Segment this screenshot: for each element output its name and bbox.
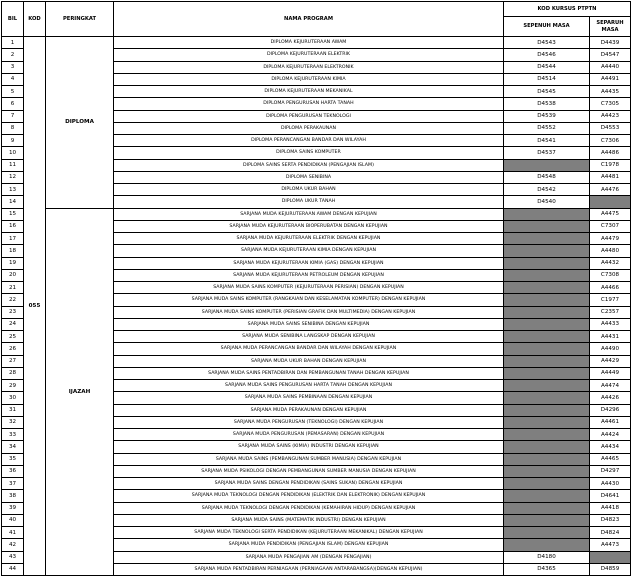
row-number: 33	[2, 429, 24, 441]
separuh-masa-code: C1977	[590, 294, 631, 306]
table-body	[2, 37, 631, 576]
separuh-masa-code: D4641	[590, 490, 631, 502]
row-number: 43	[2, 551, 24, 563]
programme-name: SARJANA MUDA PENTADBIRAN PERNIAGAAN (PERNIAGAAN ANTARABANGSA)(DENGAN KEPUJIAN)	[114, 563, 504, 575]
sepenuh-masa-code	[504, 343, 590, 355]
row-number: 39	[2, 502, 24, 514]
sepenuh-masa-code: D4548	[504, 171, 590, 183]
separuh-masa-code: D4553	[590, 122, 631, 134]
sepenuh-masa-code	[504, 478, 590, 490]
row-number: 6	[2, 98, 24, 110]
programme-name: DIPLOMA SENIBINA	[114, 171, 504, 183]
sepenuh-masa-code	[504, 294, 590, 306]
separuh-masa-code: D4823	[590, 514, 631, 526]
separuh-masa-code	[590, 551, 631, 563]
programme-name: SARJANA MUDA KEJURUTERAAN BIOPERUBATAN DENGAN KEPUJIAN	[114, 220, 504, 232]
row-number: 34	[2, 441, 24, 453]
row-number: 14	[2, 196, 24, 208]
programme-name: SARJANA MUDA SAINS SENIBINA DENGAN KEPUJIAN	[114, 318, 504, 330]
row-number: 9	[2, 135, 24, 147]
header-bil: BIL	[2, 2, 24, 37]
programme-name: DIPLOMA UKUR TANAH	[114, 196, 504, 208]
separuh-masa-code: A4449	[590, 367, 631, 379]
separuh-masa-code: A4474	[590, 380, 631, 392]
programme-name: SARJANA MUDA UKUR BAHAN DENGAN KEPUJIAN	[114, 355, 504, 367]
row-number: 11	[2, 159, 24, 171]
row-number: 19	[2, 257, 24, 269]
programme-table	[1, 1, 631, 576]
row-number: 23	[2, 306, 24, 318]
sepenuh-masa-code: D4541	[504, 135, 590, 147]
programme-name: SARJANA MUDA PERAKAUNAN DENGAN KEPUJIAN	[114, 404, 504, 416]
programme-name: SARJANA MUDA KEJURUTERAAN KIMIA DENGAN KEPUJIAN	[114, 245, 504, 257]
sepenuh-masa-code	[504, 355, 590, 367]
separuh-masa-code: D4296	[590, 404, 631, 416]
sepenuh-masa-code: D4545	[504, 86, 590, 98]
programme-name: SARJANA MUDA SAINS KOMPUTER (PERISIAN GRAFIK DAN MULTIMEDIA) DENGAN KEPUJIAN	[114, 306, 504, 318]
sepenuh-masa-code	[504, 392, 590, 404]
programme-name: SARJANA MUDA PENGURUSAN (PEMASARAN) DENGAN KEPUJIAN	[114, 429, 504, 441]
programme-name: SARJANA MUDA SENIBINA LANGSKAP DENGAN KEPUJIAN	[114, 331, 504, 343]
sepenuh-masa-code	[504, 220, 590, 232]
sepenuh-masa-code	[504, 539, 590, 551]
sepenuh-masa-code	[504, 429, 590, 441]
programme-name: DIPLOMA PERANCANGAN BANDAR DAN WILAYAH	[114, 135, 504, 147]
row-number: 18	[2, 245, 24, 257]
sepenuh-masa-code	[504, 465, 590, 477]
header-kod: KOD	[24, 2, 46, 37]
row-number: 17	[2, 233, 24, 245]
programme-name: SARJANA MUDA SAINS (MATEMATIK INDUSTRI) DENGAN KEPUJIAN	[114, 514, 504, 526]
separuh-masa-code: A4466	[590, 282, 631, 294]
sepenuh-masa-code	[504, 245, 590, 257]
programme-name: SARJANA MUDA PENDIDIKAN (PENGAJIAN ISLAM) DENGAN KEPUJIAN	[114, 539, 504, 551]
programme-name: DIPLOMA PENGURUSAN HARTA TANAH	[114, 98, 504, 110]
sepenuh-masa-code	[504, 367, 590, 379]
separuh-masa-code: A4434	[590, 441, 631, 453]
separuh-masa-code: A4475	[590, 208, 631, 220]
separuh-masa-code: A4435	[590, 86, 631, 98]
row-number: 7	[2, 110, 24, 122]
programme-name: SARJANA MUDA PENGURUSAN (TEKNOLOGI) DENGAN KEPUJIAN	[114, 416, 504, 428]
sepenuh-masa-code	[504, 441, 590, 453]
sepenuh-masa-code: D4546	[504, 49, 590, 61]
separuh-masa-code: A4432	[590, 257, 631, 269]
row-number: 30	[2, 392, 24, 404]
sepenuh-masa-code: D4539	[504, 110, 590, 122]
separuh-masa-code: A4424	[590, 429, 631, 441]
sepenuh-masa-code	[504, 282, 590, 294]
row-number: 10	[2, 147, 24, 159]
separuh-masa-code: A4429	[590, 355, 631, 367]
sepenuh-masa-code	[504, 490, 590, 502]
row-number: 15	[2, 208, 24, 220]
header-row	[2, 2, 631, 17]
sepenuh-masa-code: D4538	[504, 98, 590, 110]
row-number: 28	[2, 367, 24, 379]
sepenuh-masa-code	[504, 159, 590, 171]
separuh-masa-code: A4426	[590, 392, 631, 404]
sepenuh-masa-code: D4540	[504, 196, 590, 208]
row-number: 12	[2, 171, 24, 183]
sepenuh-masa-code: D4180	[504, 551, 590, 563]
sepenuh-masa-code: D4552	[504, 122, 590, 134]
programme-name: SARJANA MUDA SAINS PENTADBIRAN DAN PEMBANGUNAN TANAH DENGAN KEPUJIAN	[114, 367, 504, 379]
programme-name: SARJANA MUDA SAINS PENGURUSAN HARTA TANAH DENGAN KEPUJIAN	[114, 380, 504, 392]
separuh-masa-code: D4547	[590, 49, 631, 61]
sepenuh-masa-code	[504, 306, 590, 318]
row-number: 26	[2, 343, 24, 355]
separuh-masa-code: A4461	[590, 416, 631, 428]
row-number: 27	[2, 355, 24, 367]
separuh-masa-code: C7307	[590, 220, 631, 232]
programme-name: SARJANA MUDA SAINS (KIMIA) INDUSTRI DENGAN KEPUJIAN	[114, 441, 504, 453]
programme-name: DIPLOMA KEJURUTERAAN ELEKTRIK	[114, 49, 504, 61]
sepenuh-masa-code	[504, 257, 590, 269]
sepenuh-masa-code	[504, 380, 590, 392]
separuh-masa-code: C7306	[590, 135, 631, 147]
programme-name: DIPLOMA PENGURUSAN TEKNOLOGI	[114, 110, 504, 122]
sepenuh-masa-code	[504, 233, 590, 245]
sepenuh-masa-code: D4537	[504, 147, 590, 159]
separuh-masa-code: A4486	[590, 147, 631, 159]
separuh-masa-code: A4430	[590, 478, 631, 490]
sepenuh-masa-code	[504, 331, 590, 343]
row-number: 25	[2, 331, 24, 343]
row-number: 1	[2, 37, 24, 49]
peringkat-cell: DIPLOMA	[46, 37, 114, 209]
separuh-masa-code	[590, 196, 631, 208]
row-number: 5	[2, 86, 24, 98]
separuh-masa-code: A4476	[590, 184, 631, 196]
programme-name: DIPLOMA KEJURUTERAAN ELEKTRONIK	[114, 61, 504, 73]
header-kod-kursus: KOD KURSUS PTPTN	[504, 2, 631, 17]
programme-name: SARJANA MUDA PSIKOLOGI DENGAN PEMBANGUNAN SUMBER MANUSIA DENGAN KEPUJIAN	[114, 465, 504, 477]
row-number: 8	[2, 122, 24, 134]
row-number: 37	[2, 478, 24, 490]
row-number: 29	[2, 380, 24, 392]
row-number: 22	[2, 294, 24, 306]
sepenuh-masa-code: D4542	[504, 184, 590, 196]
row-number: 2	[2, 49, 24, 61]
row-number: 16	[2, 220, 24, 232]
separuh-masa-code: D4297	[590, 465, 631, 477]
peringkat-cell: IJAZAH	[46, 208, 114, 576]
separuh-masa-code: A4465	[590, 453, 631, 465]
programme-name: SARJANA MUDA TEKNOLOGI SERTA PENDIDIKAN (KEJURUTERAAN MEKANIKAL) DENGAN KEPUJIAN	[114, 527, 504, 539]
programme-name: SARJANA MUDA KEJURUTERAAN ELEKTRIK DENGAN KEPUJIAN	[114, 233, 504, 245]
header-peringkat: PERINGKAT	[46, 2, 114, 37]
separuh-masa-code: A4433	[590, 318, 631, 330]
row-number: 40	[2, 514, 24, 526]
sepenuh-masa-code	[504, 514, 590, 526]
programme-name: DIPLOMA UKUR BAHAN	[114, 184, 504, 196]
programme-name: DIPLOMA SAINS KOMPUTER	[114, 147, 504, 159]
separuh-masa-code: C2357	[590, 306, 631, 318]
programme-name: DIPLOMA SAINS SERTA PENDIDIKAN (PENGAJIAN ISLAM)	[114, 159, 504, 171]
row-number: 24	[2, 318, 24, 330]
separuh-masa-code: A4481	[590, 171, 631, 183]
programme-name: SARJANA MUDA SAINS DENGAN PENDIDIKAN (SAINS SUKAN) DENGAN KEPUJIAN	[114, 478, 504, 490]
separuh-masa-code: C1978	[590, 159, 631, 171]
row-number: 38	[2, 490, 24, 502]
row-number: 42	[2, 539, 24, 551]
sepenuh-masa-code	[504, 416, 590, 428]
row-number: 41	[2, 527, 24, 539]
row-number: 13	[2, 184, 24, 196]
separuh-masa-code: A4491	[590, 73, 631, 85]
programme-name: DIPLOMA PERAKAUNAN	[114, 122, 504, 134]
header-nama-program: NAMA PROGRAM	[114, 2, 504, 37]
sepenuh-masa-code	[504, 208, 590, 220]
separuh-masa-code: A4423	[590, 110, 631, 122]
row-number: 44	[2, 563, 24, 575]
separuh-masa-code: A4418	[590, 502, 631, 514]
programme-name: SARJANA MUDA SAINS KOMPUTER (KEJURUTERAAN PERISIAN) DENGAN KEPUJIAN	[114, 282, 504, 294]
row-number: 36	[2, 465, 24, 477]
header-separuh-masa: SEPARUH MASA	[590, 17, 631, 37]
separuh-masa-code: A4480	[590, 245, 631, 257]
separuh-masa-code: C7305	[590, 98, 631, 110]
sepenuh-masa-code: D4365	[504, 563, 590, 575]
sepenuh-masa-code	[504, 453, 590, 465]
programme-name: SARJANA MUDA KEJURUTERAAN PETROLEUM DENGAN KEPUJIAN	[114, 269, 504, 281]
separuh-masa-code: A4479	[590, 233, 631, 245]
sepenuh-masa-code	[504, 502, 590, 514]
programme-name: DIPLOMA KEJURUTERAAN MEKANIKAL	[114, 86, 504, 98]
separuh-masa-code: D4859	[590, 563, 631, 575]
sepenuh-masa-code	[504, 269, 590, 281]
table-row	[2, 208, 631, 220]
sepenuh-masa-code: D4543	[504, 37, 590, 49]
programme-name: SARJANA MUDA TEKNOLOGI DENGAN PENDIDIKAN (ELEKTRIK DAN ELEKTRONIK) DENGAN KEPUJIAN	[114, 490, 504, 502]
separuh-masa-code: C7308	[590, 269, 631, 281]
row-number: 31	[2, 404, 24, 416]
sepenuh-masa-code	[504, 404, 590, 416]
row-number: 35	[2, 453, 24, 465]
programme-name: SARJANA MUDA PERANCANGAN BANDAR DAN WILAYAH DENGAN KEPUJIAN	[114, 343, 504, 355]
programme-name: SARJANA MUDA KEJURUTERAAN KIMIA (GAS) DENGAN KEPUJIAN	[114, 257, 504, 269]
sepenuh-masa-code: D4544	[504, 61, 590, 73]
programme-name: DIPLOMA KEJURUTERAAN KIMIA	[114, 73, 504, 85]
programme-name: SARJANA MUDA SAINS (PEMBANGUNAN SUMBER MANUSIA) DENGAN KEPUJIAN	[114, 453, 504, 465]
sepenuh-masa-code: D4514	[504, 73, 590, 85]
separuh-masa-code: A4431	[590, 331, 631, 343]
separuh-masa-code: A4440	[590, 61, 631, 73]
programme-name: SARJANA MUDA SAINS PEMBINAAN DENGAN KEPUJIAN	[114, 392, 504, 404]
row-number: 32	[2, 416, 24, 428]
separuh-masa-code: D4824	[590, 527, 631, 539]
programme-name: DIPLOMA KEJURUTERAAN AWAM	[114, 37, 504, 49]
sepenuh-masa-code	[504, 318, 590, 330]
programme-name: SARJANA MUDA PENGAJIAN AM (DENGAN PENGAJIAN)	[114, 551, 504, 563]
separuh-masa-code: A4490	[590, 343, 631, 355]
separuh-masa-code: D4439	[590, 37, 631, 49]
row-number: 21	[2, 282, 24, 294]
sepenuh-masa-code	[504, 527, 590, 539]
kod-cell: 055	[24, 37, 46, 576]
header-sepenuh-masa: SEPENUH MASA	[504, 17, 590, 37]
row-number: 20	[2, 269, 24, 281]
row-number: 4	[2, 73, 24, 85]
table-row	[2, 37, 631, 49]
separuh-masa-code: A4473	[590, 539, 631, 551]
programme-name: SARJANA MUDA SAINS KOMPUTER (RANGKAIAN DAN KESELAMATAN KOMPUTER) DENGAN KEPUJIAN	[114, 294, 504, 306]
programme-name: SARJANA MUDA TEKNOLOGI DENGAN PENDIDIKAN (KEMAHIRAN HIDUP) DENGAN KEPUJIAN	[114, 502, 504, 514]
programme-name: SARJANA MUDA KEJURUTERAAN AWAM DENGAN KEPUJIAN	[114, 208, 504, 220]
row-number: 3	[2, 61, 24, 73]
